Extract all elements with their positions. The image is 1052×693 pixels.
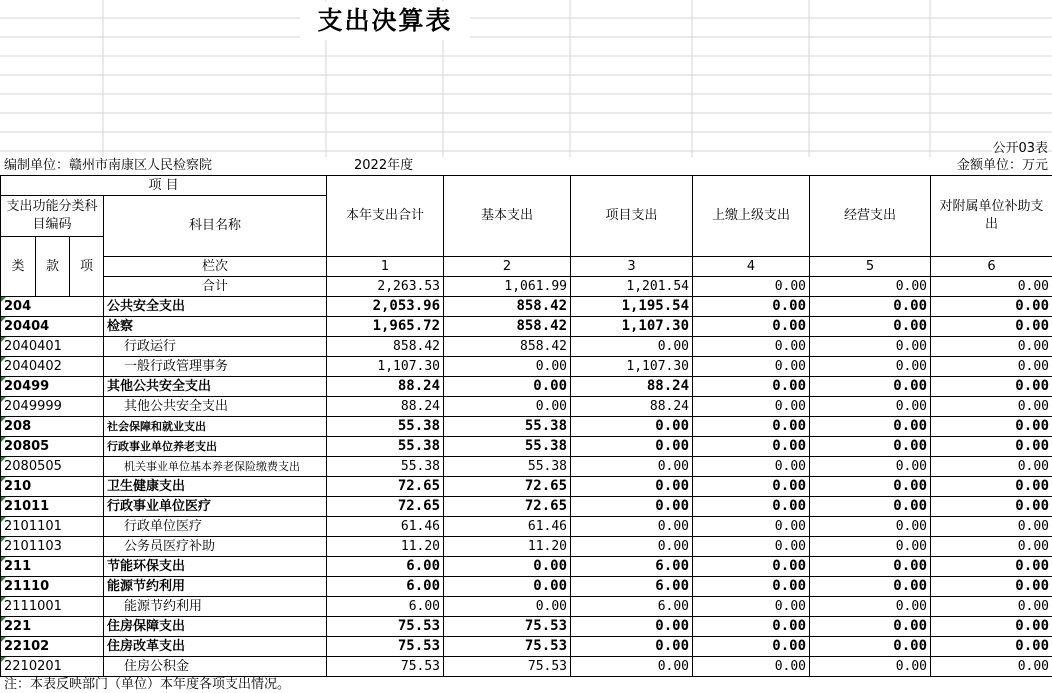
col-num-6[interactable]: 6 xyxy=(931,257,1052,277)
row-value-cell[interactable]: 6.00 xyxy=(571,597,693,617)
money-unit: 金额单位：万元 xyxy=(956,158,1048,173)
row-name-cell[interactable]: 行政事业单位养老支出 xyxy=(104,437,327,457)
row-name-cell[interactable]: 机关事业单位基本养老保险缴费支出 xyxy=(104,457,327,477)
row-name-cell[interactable]: 住房改革支出 xyxy=(104,637,327,657)
row-value-cell[interactable]: 75.53 xyxy=(327,617,444,637)
row-value-cell[interactable]: 0.00 xyxy=(571,517,693,537)
row-value-cell[interactable]: 858.42 xyxy=(444,337,571,357)
cell-comment-marker xyxy=(1,297,6,302)
row-name-cell[interactable]: 社会保障和就业支出 xyxy=(104,417,327,437)
table-row xyxy=(1,417,1052,437)
row-name-cell[interactable]: 卫生健康支出 xyxy=(104,477,327,497)
cell-comment-marker xyxy=(1,617,6,622)
row-code-cell[interactable]: 2101103 xyxy=(1,537,104,557)
row-value-cell[interactable]: 0.00 xyxy=(693,297,810,317)
cell-comment-marker xyxy=(1,577,6,582)
table-row xyxy=(1,337,1052,357)
row-value-cell[interactable]: 0.00 xyxy=(810,357,931,377)
row-name-cell[interactable]: 行政事业单位医疗 xyxy=(104,497,327,517)
col-num-2[interactable]: 2 xyxy=(444,257,571,277)
row-value-cell[interactable]: 0.00 xyxy=(693,377,810,397)
row-code-cell[interactable]: 20499 xyxy=(1,377,104,397)
info-bar xyxy=(0,157,1052,175)
cell-comment-marker xyxy=(1,557,6,562)
header-code[interactable]: 支出功能分类科目编码 xyxy=(1,196,104,237)
row-value-cell[interactable]: 0.00 xyxy=(693,417,810,437)
row-value-cell[interactable]: 0.00 xyxy=(571,637,693,657)
row-value-cell[interactable]: 88.24 xyxy=(571,377,693,397)
row-name-cell[interactable]: 能源节约利用 xyxy=(104,577,327,597)
row-value-cell[interactable]: 0.00 xyxy=(693,457,810,477)
row-value-cell[interactable]: 1,965.72 xyxy=(327,317,444,337)
table-row xyxy=(1,617,1052,637)
row-value-cell[interactable]: 0.00 xyxy=(931,617,1052,637)
total-value-3[interactable]: 1,201.54 xyxy=(571,277,693,297)
row-value-cell[interactable]: 0.00 xyxy=(693,437,810,457)
header-col-3[interactable]: 项目支出 xyxy=(571,176,693,257)
row-code-cell[interactable]: 211 xyxy=(1,557,104,577)
row-code-cell[interactable]: 21011 xyxy=(1,497,104,517)
row-name-cell[interactable]: 能源节约利用 xyxy=(104,597,327,617)
row-code-cell[interactable]: 20805 xyxy=(1,437,104,457)
row-code-cell[interactable]: 22102 xyxy=(1,637,104,657)
cell-comment-marker xyxy=(1,477,6,482)
row-value-cell[interactable]: 75.53 xyxy=(444,617,571,637)
row-code-cell[interactable]: 221 xyxy=(1,617,104,637)
row-name-cell[interactable]: 一般行政管理事务 xyxy=(104,357,327,377)
row-value-cell[interactable]: 0.00 xyxy=(571,437,693,457)
row-value-cell[interactable]: 0.00 xyxy=(810,457,931,477)
row-value-cell[interactable]: 75.53 xyxy=(444,657,571,677)
table-row xyxy=(1,437,1052,457)
cell-comment-marker xyxy=(1,417,6,422)
row-code-cell[interactable]: 2080505 xyxy=(1,457,104,477)
header-lanci[interactable]: 栏次 xyxy=(104,257,327,277)
row-value-cell[interactable]: 858.42 xyxy=(444,317,571,337)
table-row xyxy=(1,497,1052,517)
row-value-cell[interactable]: 0.00 xyxy=(931,317,1052,337)
table-row xyxy=(1,657,1052,677)
row-value-cell[interactable]: 0.00 xyxy=(931,577,1052,597)
row-name-cell[interactable]: 节能环保支出 xyxy=(104,557,327,577)
header-col-4[interactable]: 上缴上级支出 xyxy=(693,176,810,257)
header-lei[interactable]: 类 xyxy=(1,237,36,297)
row-value-cell[interactable]: 0.00 xyxy=(931,457,1052,477)
row-value-cell[interactable]: 61.46 xyxy=(327,517,444,537)
row-value-cell[interactable]: 0.00 xyxy=(571,537,693,557)
row-name-cell[interactable]: 行政单位医疗 xyxy=(104,517,327,537)
row-value-cell[interactable]: 11.20 xyxy=(444,537,571,557)
row-value-cell[interactable]: 0.00 xyxy=(931,477,1052,497)
report-title: 支出决算表 xyxy=(300,2,470,40)
row-value-cell[interactable]: 0.00 xyxy=(810,317,931,337)
cell-comment-marker xyxy=(1,317,6,322)
total-value-2[interactable]: 1,061.99 xyxy=(444,277,571,297)
row-value-cell[interactable]: 0.00 xyxy=(810,297,931,317)
cell-comment-marker xyxy=(1,657,6,662)
row-value-cell[interactable]: 0.00 xyxy=(810,477,931,497)
row-value-cell[interactable]: 0.00 xyxy=(931,497,1052,517)
cell-comment-marker xyxy=(1,457,6,462)
row-name-cell[interactable]: 行政运行 xyxy=(104,337,327,357)
row-value-cell[interactable]: 0.00 xyxy=(810,557,931,577)
row-value-cell[interactable]: 0.00 xyxy=(810,337,931,357)
col-num-5[interactable]: 5 xyxy=(810,257,931,277)
row-value-cell[interactable]: 0.00 xyxy=(810,637,931,657)
header-xiangmu[interactable]: 项 目 xyxy=(1,176,327,196)
compiling-unit: 编制单位：赣州市南康区人民检察院 xyxy=(4,158,213,173)
row-value-cell[interactable]: 0.00 xyxy=(810,437,931,457)
cell-comment-marker xyxy=(1,377,6,382)
row-value-cell[interactable]: 0.00 xyxy=(693,357,810,377)
row-value-cell[interactable]: 72.65 xyxy=(444,477,571,497)
table-row xyxy=(1,317,1052,337)
report-year: 2022年度 xyxy=(354,158,414,173)
cell-comment-marker xyxy=(1,397,6,402)
row-value-cell[interactable]: 72.65 xyxy=(327,477,444,497)
table-row xyxy=(1,537,1052,557)
table-row xyxy=(1,357,1052,377)
row-value-cell[interactable]: 0.00 xyxy=(931,337,1052,357)
row-value-cell[interactable]: 0.00 xyxy=(693,397,810,417)
row-code-cell[interactable]: 2049999 xyxy=(1,397,104,417)
row-code-cell[interactable]: 2040401 xyxy=(1,337,104,357)
total-value-1[interactable]: 2,263.53 xyxy=(327,277,444,297)
row-value-cell[interactable]: 858.42 xyxy=(444,297,571,317)
row-value-cell[interactable]: 61.46 xyxy=(444,517,571,537)
footnote: 注：本表反映部门（单位）本年度各项支出情况。 xyxy=(4,677,291,692)
row-value-cell[interactable]: 11.20 xyxy=(327,537,444,557)
table-row xyxy=(1,577,1052,597)
row-code-cell[interactable]: 208 xyxy=(1,417,104,437)
row-value-cell[interactable]: 0.00 xyxy=(810,417,931,437)
header-kuan[interactable]: 款 xyxy=(36,237,70,297)
table-row xyxy=(1,397,1052,417)
row-name-cell[interactable]: 住房公积金 xyxy=(104,657,327,677)
expenditure-table xyxy=(0,175,1052,677)
row-value-cell[interactable]: 0.00 xyxy=(931,397,1052,417)
row-code-cell[interactable]: 210 xyxy=(1,477,104,497)
row-value-cell[interactable]: 0.00 xyxy=(693,657,810,677)
row-value-cell[interactable]: 88.24 xyxy=(327,397,444,417)
row-name-cell[interactable]: 其他公共安全支出 xyxy=(104,397,327,417)
row-value-cell[interactable]: 6.00 xyxy=(571,577,693,597)
row-value-cell[interactable]: 1,107.30 xyxy=(571,317,693,337)
row-value-cell[interactable]: 0.00 xyxy=(444,577,571,597)
row-value-cell[interactable]: 0.00 xyxy=(444,597,571,617)
row-value-cell[interactable]: 72.65 xyxy=(444,497,571,517)
row-value-cell[interactable]: 6.00 xyxy=(571,557,693,577)
row-value-cell[interactable]: 75.53 xyxy=(327,637,444,657)
row-value-cell[interactable]: 0.00 xyxy=(693,337,810,357)
row-value-cell[interactable]: 0.00 xyxy=(810,497,931,517)
row-name-cell[interactable]: 其他公共安全支出 xyxy=(104,377,327,397)
row-value-cell[interactable]: 55.38 xyxy=(444,417,571,437)
row-value-cell[interactable]: 1,107.30 xyxy=(571,357,693,377)
row-value-cell[interactable]: 0.00 xyxy=(810,597,931,617)
row-value-cell[interactable]: 2,053.96 xyxy=(327,297,444,317)
cell-comment-marker xyxy=(1,517,6,522)
row-value-cell[interactable]: 0.00 xyxy=(571,417,693,437)
row-value-cell[interactable]: 72.65 xyxy=(327,497,444,517)
row-value-cell[interactable]: 0.00 xyxy=(444,357,571,377)
cell-comment-marker xyxy=(1,537,6,542)
form-number: 公开03表 xyxy=(992,137,1048,156)
row-code-cell[interactable]: 2111001 xyxy=(1,597,104,617)
row-value-cell[interactable]: 0.00 xyxy=(931,557,1052,577)
row-value-cell[interactable]: 0.00 xyxy=(571,457,693,477)
row-code-cell[interactable]: 204 xyxy=(1,297,104,317)
row-value-cell[interactable]: 0.00 xyxy=(693,637,810,657)
row-value-cell[interactable]: 0.00 xyxy=(931,637,1052,657)
row-value-cell[interactable]: 0.00 xyxy=(931,357,1052,377)
row-value-cell[interactable]: 0.00 xyxy=(571,337,693,357)
table-row xyxy=(1,457,1052,477)
row-value-cell[interactable]: 55.38 xyxy=(444,457,571,477)
row-value-cell[interactable]: 55.38 xyxy=(444,437,571,457)
row-value-cell[interactable]: 6.00 xyxy=(327,557,444,577)
row-value-cell[interactable]: 6.00 xyxy=(327,597,444,617)
cell-comment-marker xyxy=(1,337,6,342)
cell-comment-marker xyxy=(1,597,6,602)
row-name-cell[interactable]: 住房保障支出 xyxy=(104,617,327,637)
row-code-cell[interactable]: 2210201 xyxy=(1,657,104,677)
header-col-5[interactable]: 经营支出 xyxy=(810,176,931,257)
row-value-cell[interactable]: 0.00 xyxy=(931,537,1052,557)
header-col-1[interactable]: 本年支出合计 xyxy=(327,176,444,257)
col-num-1[interactable]: 1 xyxy=(327,257,444,277)
row-value-cell[interactable]: 0.00 xyxy=(693,577,810,597)
row-value-cell[interactable]: 0.00 xyxy=(810,657,931,677)
header-name[interactable]: 科目名称 xyxy=(104,196,327,257)
row-value-cell[interactable]: 55.38 xyxy=(327,457,444,477)
row-value-cell[interactable]: 0.00 xyxy=(931,377,1052,397)
table-row xyxy=(1,597,1052,617)
cell-comment-marker xyxy=(1,357,6,362)
row-value-cell[interactable]: 6.00 xyxy=(327,577,444,597)
header-col-2[interactable]: 基本支出 xyxy=(444,176,571,257)
row-value-cell[interactable]: 0.00 xyxy=(693,317,810,337)
total-value-6[interactable]: 0.00 xyxy=(931,277,1052,297)
row-code-cell[interactable]: 2101101 xyxy=(1,517,104,537)
row-value-cell[interactable]: 55.38 xyxy=(327,417,444,437)
row-value-cell[interactable]: 0.00 xyxy=(444,397,571,417)
table-row xyxy=(1,297,1052,317)
row-value-cell[interactable]: 0.00 xyxy=(693,597,810,617)
row-value-cell[interactable]: 0.00 xyxy=(810,577,931,597)
row-value-cell[interactable]: 75.53 xyxy=(327,657,444,677)
row-value-cell[interactable]: 0.00 xyxy=(810,397,931,417)
row-value-cell[interactable]: 0.00 xyxy=(693,617,810,637)
row-value-cell[interactable]: 858.42 xyxy=(327,337,444,357)
col-num-4[interactable]: 4 xyxy=(693,257,810,277)
row-value-cell[interactable]: 0.00 xyxy=(571,497,693,517)
table-row xyxy=(1,637,1052,657)
row-value-cell[interactable]: 1,107.30 xyxy=(327,357,444,377)
row-value-cell[interactable]: 0.00 xyxy=(931,597,1052,617)
row-value-cell[interactable]: 0.00 xyxy=(931,297,1052,317)
table-row xyxy=(1,517,1052,537)
row-value-cell[interactable]: 0.00 xyxy=(444,557,571,577)
row-value-cell[interactable]: 0.00 xyxy=(810,517,931,537)
total-label[interactable]: 合计 xyxy=(104,277,327,297)
row-value-cell[interactable]: 55.38 xyxy=(327,437,444,457)
col-num-3[interactable]: 3 xyxy=(571,257,693,277)
row-value-cell[interactable]: 0.00 xyxy=(571,477,693,497)
row-name-cell[interactable]: 检察 xyxy=(104,317,327,337)
row-value-cell[interactable]: 0.00 xyxy=(810,377,931,397)
row-value-cell[interactable]: 0.00 xyxy=(810,537,931,557)
cell-comment-marker xyxy=(1,497,6,502)
row-value-cell[interactable]: 0.00 xyxy=(931,657,1052,677)
row-code-cell[interactable]: 2040402 xyxy=(1,357,104,377)
row-value-cell[interactable]: 0.00 xyxy=(571,657,693,677)
row-value-cell[interactable]: 0.00 xyxy=(693,557,810,577)
cell-comment-marker xyxy=(1,437,6,442)
total-value-4[interactable]: 0.00 xyxy=(693,277,810,297)
table-row xyxy=(1,477,1052,497)
row-value-cell[interactable]: 0.00 xyxy=(444,377,571,397)
table-row xyxy=(1,557,1052,577)
row-value-cell[interactable]: 88.24 xyxy=(571,397,693,417)
row-value-cell[interactable]: 75.53 xyxy=(444,637,571,657)
row-value-cell[interactable]: 1,195.54 xyxy=(571,297,693,317)
row-value-cell[interactable]: 0.00 xyxy=(693,497,810,517)
cell-comment-marker xyxy=(1,637,6,642)
row-value-cell[interactable]: 0.00 xyxy=(931,417,1052,437)
row-code-cell[interactable]: 20404 xyxy=(1,317,104,337)
header-col-6[interactable]: 对附属单位补助支出 xyxy=(931,176,1052,257)
total-value-5[interactable]: 0.00 xyxy=(810,277,931,297)
row-value-cell[interactable]: 0.00 xyxy=(810,617,931,637)
row-name-cell[interactable]: 公共安全支出 xyxy=(104,297,327,317)
header-xiang[interactable]: 项 xyxy=(70,237,104,297)
row-value-cell[interactable]: 0.00 xyxy=(571,617,693,637)
table-row xyxy=(1,377,1052,397)
row-value-cell[interactable]: 0.00 xyxy=(931,517,1052,537)
row-value-cell[interactable]: 0.00 xyxy=(693,517,810,537)
row-value-cell[interactable]: 0.00 xyxy=(693,477,810,497)
row-code-cell[interactable]: 21110 xyxy=(1,577,104,597)
row-value-cell[interactable]: 0.00 xyxy=(931,437,1052,457)
row-name-cell[interactable]: 公务员医疗补助 xyxy=(104,537,327,557)
row-value-cell[interactable]: 88.24 xyxy=(327,377,444,397)
row-value-cell[interactable]: 0.00 xyxy=(693,537,810,557)
